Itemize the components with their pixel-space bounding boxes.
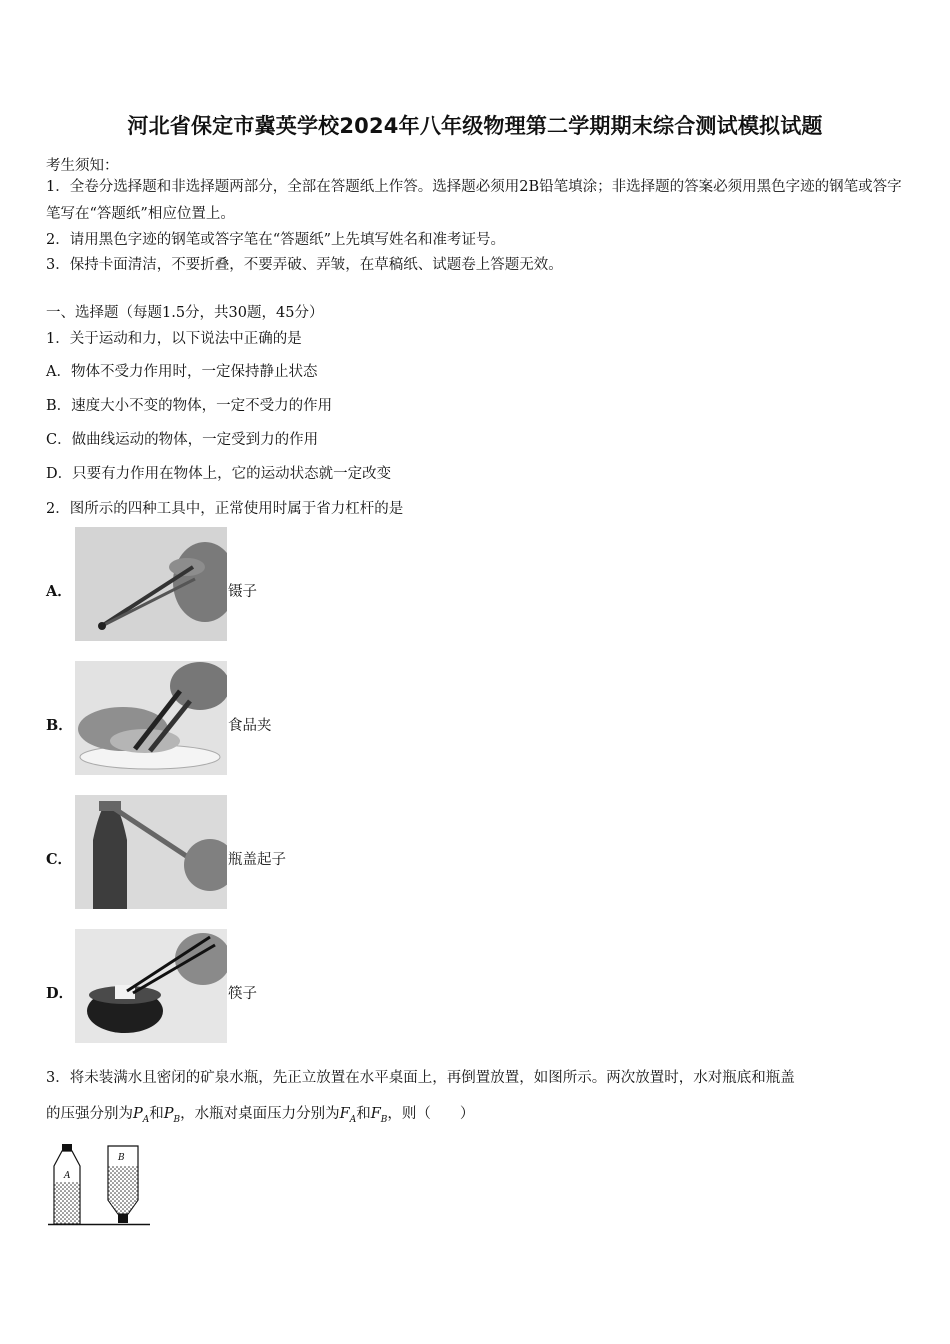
food-tongs-photo <box>75 661 227 775</box>
q2-option-b-name: 食品夹 <box>228 718 272 734</box>
q1-stem: 1．关于运动和力，以下说法中正确的是 <box>46 331 302 347</box>
pressure-a-symbol: $P_A$ <box>133 1106 150 1125</box>
force-b-symbol: $F_B$ <box>370 1106 388 1125</box>
force-a-symbol: $F_A$ <box>339 1106 357 1125</box>
q2-option-a-label: A． <box>46 583 72 600</box>
pressure-b-symbol: $P_B$ <box>163 1106 181 1125</box>
q1-option-a: A．物体不受力作用时，一定保持静止状态 <box>46 364 318 380</box>
q2-option-d-name: 筷子 <box>228 986 257 1002</box>
q2-option-d-label: D． <box>46 985 74 1002</box>
bottle-a-label: A <box>64 1171 71 1181</box>
q1-option-b: B．速度大小不变的物体，一定不受力的作用 <box>46 398 333 414</box>
bottle-b-label: B <box>118 1153 125 1163</box>
q3-line-1: 3．将未装满水且密闭的矿泉水瓶，先正立放置在水平桌面上，再倒置放置，如图所示。两次放置时，水对瓶底和瓶盖 <box>46 1070 795 1086</box>
notice-heading: 考生须知： <box>46 158 119 174</box>
notice-item-3: 3．保持卡面清洁，不要折叠，不要弄破、弄皱，在草稿纸、试题卷上答题无效。 <box>46 257 563 273</box>
q2-stem: 2．图所示的四种工具中，正常使用时属于省力杠杆的是 <box>46 501 404 517</box>
q2-option-c-name: 瓶盖起子 <box>228 852 286 868</box>
q1-option-c: C．做曲线运动的物体，一定受到力的作用 <box>46 432 319 448</box>
exam-title: 河北省保定市冀英学校2024年八年级物理第二学期期末综合测试模拟试题 <box>127 114 823 138</box>
notice-item-1: 1．全卷分选择题和非选择题两部分，全部在答题纸上作答。选择题必须用2B铅笔填涂；非选择题的答案必须用黑色字迹的钢笔或答字笔写在“答题纸”相应位置上。 <box>46 179 902 222</box>
q3-line-2: 的压强分别为$P_A$和$P_B$，水瓶对桌面压力分别为$F_A$和$F_B$，则（ ） <box>46 1106 475 1125</box>
bottle-diagram <box>46 1140 156 1235</box>
q2-option-c-label: C． <box>46 851 73 868</box>
tweezers-photo <box>75 527 227 641</box>
q1-option-d: D．只要有力作用在物体上，它的运动状态就一定改变 <box>46 466 392 482</box>
q2-option-b-label: B． <box>46 717 73 734</box>
notice-item-2: 2．请用黑色字迹的钢笔或答字笔在“答题纸”上先填写姓名和准考证号。 <box>46 232 506 248</box>
chopsticks-photo <box>75 929 227 1043</box>
section-heading: 一、选择题（每题1.5分，共30题，45分） <box>46 305 324 321</box>
q2-option-a-name: 镊子 <box>228 584 257 600</box>
bottle-opener-photo <box>75 795 227 909</box>
